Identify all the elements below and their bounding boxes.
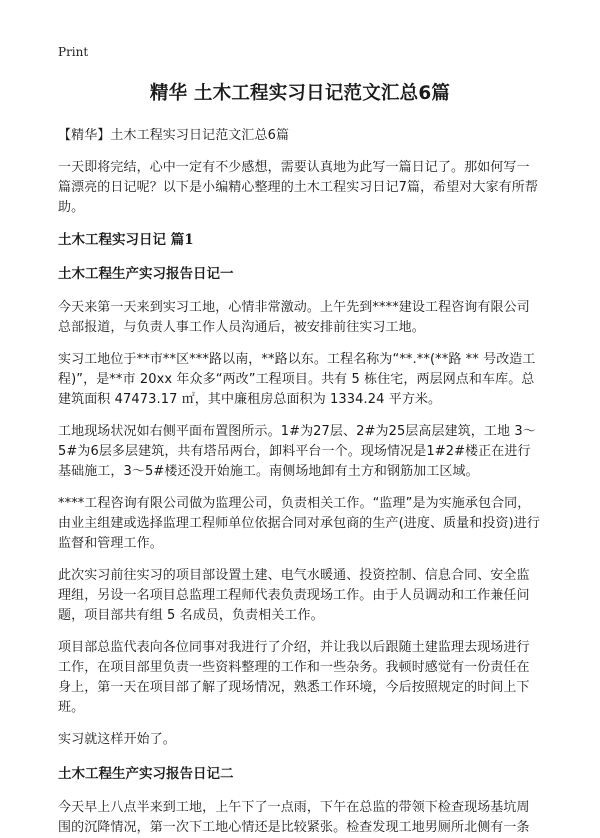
- body-paragraph: 实习就这样开始了。: [58, 732, 176, 747]
- page-title: 精华 土木工程实习日记范文汇总6篇: [149, 83, 451, 104]
- body-paragraph: 工地现场状况如右侧平面布置图所示。1#为27层、2#为25层高层建筑，工地 3～5#为6层多层建筑，共有塔吊两台，卸料平台一个。现场情况是1#2#楼正在进行基础施工，3～5#楼还没开始施工。南侧场地卸有土方和钢筋加工区域。: [58, 424, 536, 479]
- body-paragraph: 项目部总监代表向各位同事对我进行了介绍，并让我以后跟随土建监理去现场进行工作，在项目部里负责一些资料整理的工作和一些杂务。我顿时感觉有一份责任在身上，第一天在项目部了解了现场情况，熟悉工作环境，今后按照规定的时间上下班。: [58, 640, 530, 715]
- diary-heading: 土木工程生产实习报告日记二: [58, 766, 234, 782]
- body-paragraph: 此次实习前往实习的项目部设置土建、电气水暖通、投资控制、信息合同、安全监理组，另设一名项目总监理工程师代表负责现场工作。由于人员调动和工作兼任问题，项目部共有组 5 名成员，负责相关工作。: [58, 568, 530, 623]
- diary-heading: 土木工程生产实习报告日记一: [58, 266, 234, 282]
- document-subtitle: 【精华】土木工程实习日记范文汇总6篇: [58, 128, 290, 143]
- intro-paragraph: 一天即将完结，心中一定有不少感想，需要认真地为此写一篇日记了。那如何写一篇漂亮的日记呢？以下是小编精心整理的土木工程实习日记7篇，希望对大家有所帮助。: [58, 160, 538, 215]
- body-paragraph: 今天来第一天来到实习工地，心情非常激动。上午先到****建设工程咨询有限公司总部报道，与负责人事工作人员沟通后，被安排前往实习工地。: [58, 300, 530, 335]
- body-paragraph: 实习工地位于**市**区***路以南，**路以东。工程名称为“**.**(**路 ** 号改造工程)”，是**市 20xx 年众多“两改”工程项目。共有 5 栋住宅，两层网点和车库。总建筑面积 47473.17 ㎡，其中廉租房总面积为 1334.24 平方米。: [58, 352, 536, 407]
- print-link[interactable]: Print: [58, 45, 89, 59]
- section-heading: 土木工程实习日记 篇1: [58, 232, 194, 248]
- body-paragraph: 今天早上八点半来到工地，上午下了一点雨，下午在总监的带领下检查现场基坑周围的沉降情况，第一次下工地心情还是比较紧张。检查发现工地男厕所北侧有一条: [58, 800, 530, 835]
- body-paragraph: ****工程咨询有限公司做为监理公司，负责相关工作。“监理”是为实施承包合同，由业主组建或选择监理工程师单位依据合同对承包商的生产(进度、质量和投资)进行监督和管理工作。: [58, 496, 540, 551]
